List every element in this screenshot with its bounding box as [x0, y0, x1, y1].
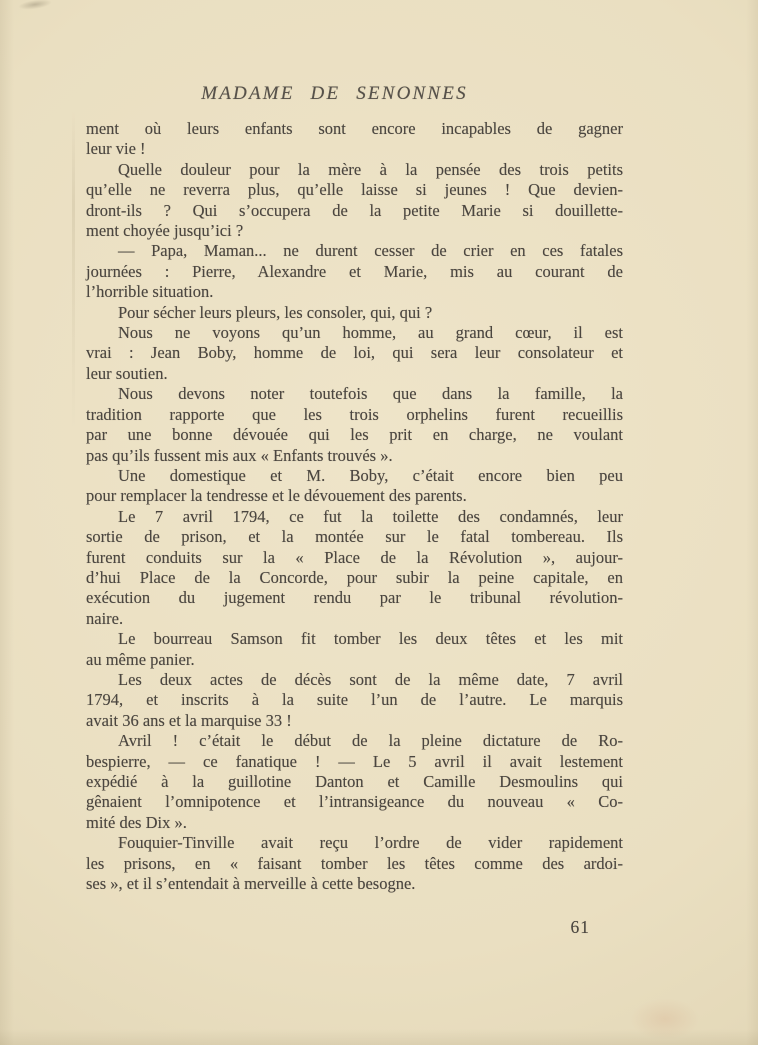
text-line: mité des Dix ». [86, 812, 187, 832]
paragraph [86, 629, 623, 670]
text-line: Quelle douleur pour la mère à la pensée des trois petits [118, 159, 623, 179]
text-line: vrai : Jean Boby, homme de loi, qui sera leur consolateur et [86, 343, 623, 363]
text-line: l’horrible situation. [86, 282, 214, 302]
paragraph [86, 241, 623, 302]
text-line: exécution du jugement rendu par le tribunal révolution- [86, 588, 623, 608]
paragraph [86, 303, 623, 323]
text-line: Le bourreau Samson fit tomber les deux têtes et les mit [118, 629, 623, 649]
text-line: par une bonne dévouée qui les prit en charge, ne voulant [86, 425, 623, 445]
text-line: ment choyée jusqu’ici ? [86, 221, 244, 241]
text-line: — Papa, Maman... ne durent cesser de crier en ces fatales [118, 241, 623, 261]
text-line: 1794, et inscrits à la suite l’un de l’autre. Le marquis [86, 690, 623, 710]
page-number: 61 [570, 917, 590, 937]
paragraph [86, 466, 623, 507]
text-line: d’hui Place de la Concorde, pour subir la peine capitale, en [86, 567, 623, 587]
text-line: expédié à la guillotine Danton et Camille Desmoulins qui [86, 772, 623, 791]
text-line: ses », et il s’entendait à merveille à cette besogne. [86, 874, 416, 894]
paper-crease [72, 110, 75, 430]
paragraph [86, 160, 623, 242]
scan-stain [630, 998, 700, 1040]
text-line: bespierre, — ce fanatique ! — Le 5 avril il avait lestement [86, 751, 623, 771]
text-line: dront-ils ? Qui s’occupera de la petite Marie si douillette- [86, 200, 623, 220]
text-line: au même panier. [86, 649, 195, 669]
text-line: Le 7 avril 1794, ce fut la toilette des condamnés, leur [118, 506, 623, 526]
paragraph [86, 323, 623, 384]
text-line: Fouquier-Tinville avait reçu l’ordre de vider rapidement [118, 833, 623, 853]
text-line: leur soutien. [86, 363, 168, 383]
text-line: gênaient l’omnipotence et l’intransigeance du nouveau « Co- [86, 792, 623, 812]
text-line: leur vie ! [86, 139, 146, 159]
text-line: tradition rapporte que les trois orphelins furent recueillis [86, 404, 623, 424]
text-line: qu’elle ne reverra plus, qu’elle laisse si jeunes ! Que devien- [86, 180, 623, 200]
text-line: Nous devons noter toutefois que dans la famille, la [118, 384, 623, 404]
text-line: ment où leurs enfants sont encore incapables de gagner [86, 119, 623, 138]
text-line: les prisons, en « faisant tomber les têtes comme des ardoi- [86, 853, 623, 873]
text-line: sortie de prison, et la montée sur le fatal tombereau. Ils [86, 527, 623, 547]
text-line: Pour sécher leurs pleurs, les consoler, qui, qui ? [118, 302, 433, 322]
running-head: MADAME DE SENONNES [201, 83, 468, 104]
text-line: Les deux actes de décès sont de la même date, 7 avril [118, 669, 623, 689]
text-line: Une domestique et M. Boby, c’était encore bien peu [118, 465, 623, 485]
text-line: Avril ! c’était le début de la pleine dictature de Ro- [118, 731, 623, 751]
text-line: pour remplacer la tendresse et le dévouement des parents. [86, 486, 467, 506]
scan-smudge [18, 0, 53, 11]
text-line: pas qu’ils fussent mis aux « Enfants trouvés ». [86, 445, 393, 465]
paragraph [86, 384, 623, 466]
text-line: avait 36 ans et la marquise 33 ! [86, 710, 292, 730]
paragraph [86, 670, 623, 731]
text-line: journées : Pierre, Alexandre et Marie, mis au courant de [86, 261, 623, 281]
paragraph [86, 833, 623, 894]
paragraph [86, 731, 623, 833]
paragraph [86, 119, 623, 160]
text-line: furent conduits sur la « Place de la Révolution », aujour- [86, 547, 623, 567]
text-block [86, 119, 623, 894]
text-line: naire. [86, 608, 124, 628]
paragraph [86, 507, 623, 629]
text-line: Nous ne voyons qu’un homme, au grand cœur, il est [118, 323, 623, 343]
